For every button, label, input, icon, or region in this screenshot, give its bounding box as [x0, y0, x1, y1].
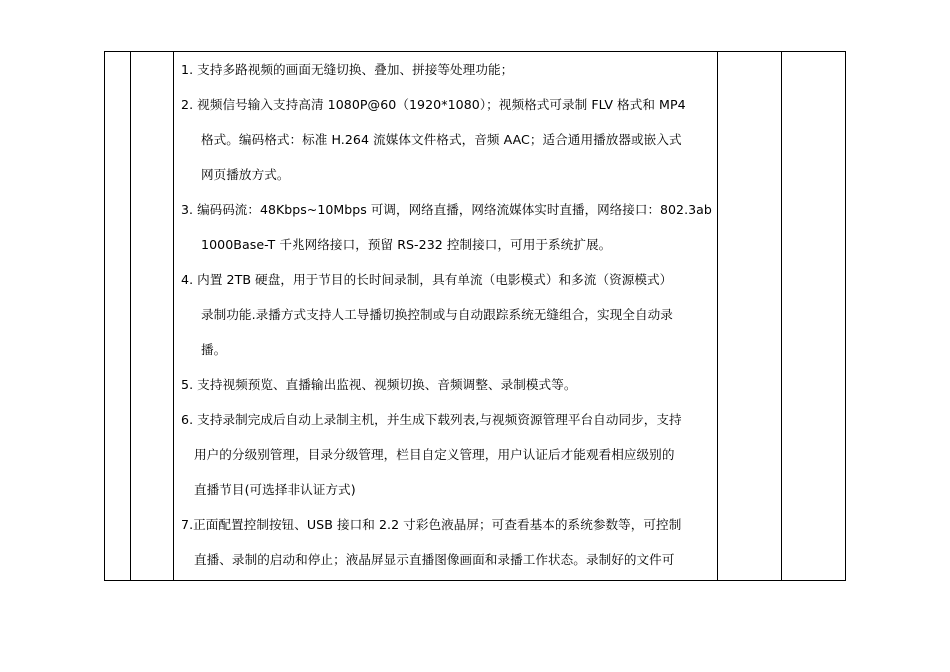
spec-line: 录制功能.录播方式支持人工导播切换控制或与自动跟踪系统无缝组合，实现全自动录	[201, 307, 673, 322]
spec-line: 格式。编码格式：标准 H.264 流媒体文件格式，音频 AAC；适合通用播放器或嵌入式	[201, 132, 682, 147]
spec-line: 2. 视频信号输入支持高清 1080P@60（1920*1080）；视频格式可录制 FLV 格式和 MP4	[181, 97, 686, 112]
spec-line: 4. 内置 2TB 硬盘，用于节目的长时间录制，具有单流（电影模式）和多流（资源模式）	[181, 272, 673, 287]
spec-line: 网页播放方式。	[201, 167, 290, 182]
spec-line: 直播、录制的启动和停止；液晶屏显示直播图像画面和录播工作状态。录制好的文件可	[194, 552, 675, 567]
table-column-divider	[130, 52, 131, 580]
spec-line: 1000Base-T 千兆网络接口，预留 RS-232 控制接口，可用于系统扩展。	[201, 237, 612, 252]
spec-line: 播。	[201, 342, 227, 357]
table-column-divider	[717, 52, 718, 580]
spec-line: 6. 支持录制完成后自动上录制主机，并生成下载列表,与视频资源管理平台自动同步，支持	[181, 412, 682, 427]
spec-line: 3. 编码码流：48Kbps~10Mbps 可调，网络直播，网络流媒体实时直播，网络接口：802.3ab	[181, 202, 712, 217]
spec-line: 5. 支持视频预览、直播输出监视、视频切换、音频调整、录制模式等。	[181, 377, 577, 392]
spec-line: 7.正面配置控制按钮、USB 接口和 2.2 寸彩色液晶屏；可查看基本的系统参数等，可控制	[181, 517, 682, 532]
spec-line: 1. 支持多路视频的画面无缝切换、叠加、拼接等处理功能；	[181, 62, 514, 77]
table-column-divider	[781, 52, 782, 580]
table-column-divider	[173, 52, 174, 580]
spec-line: 直播节目(可选择非认证方式)	[194, 482, 356, 497]
spec-line: 用户的分级别管理，目录分级管理，栏目自定义管理，用户认证后才能观看相应级别的	[194, 447, 675, 462]
